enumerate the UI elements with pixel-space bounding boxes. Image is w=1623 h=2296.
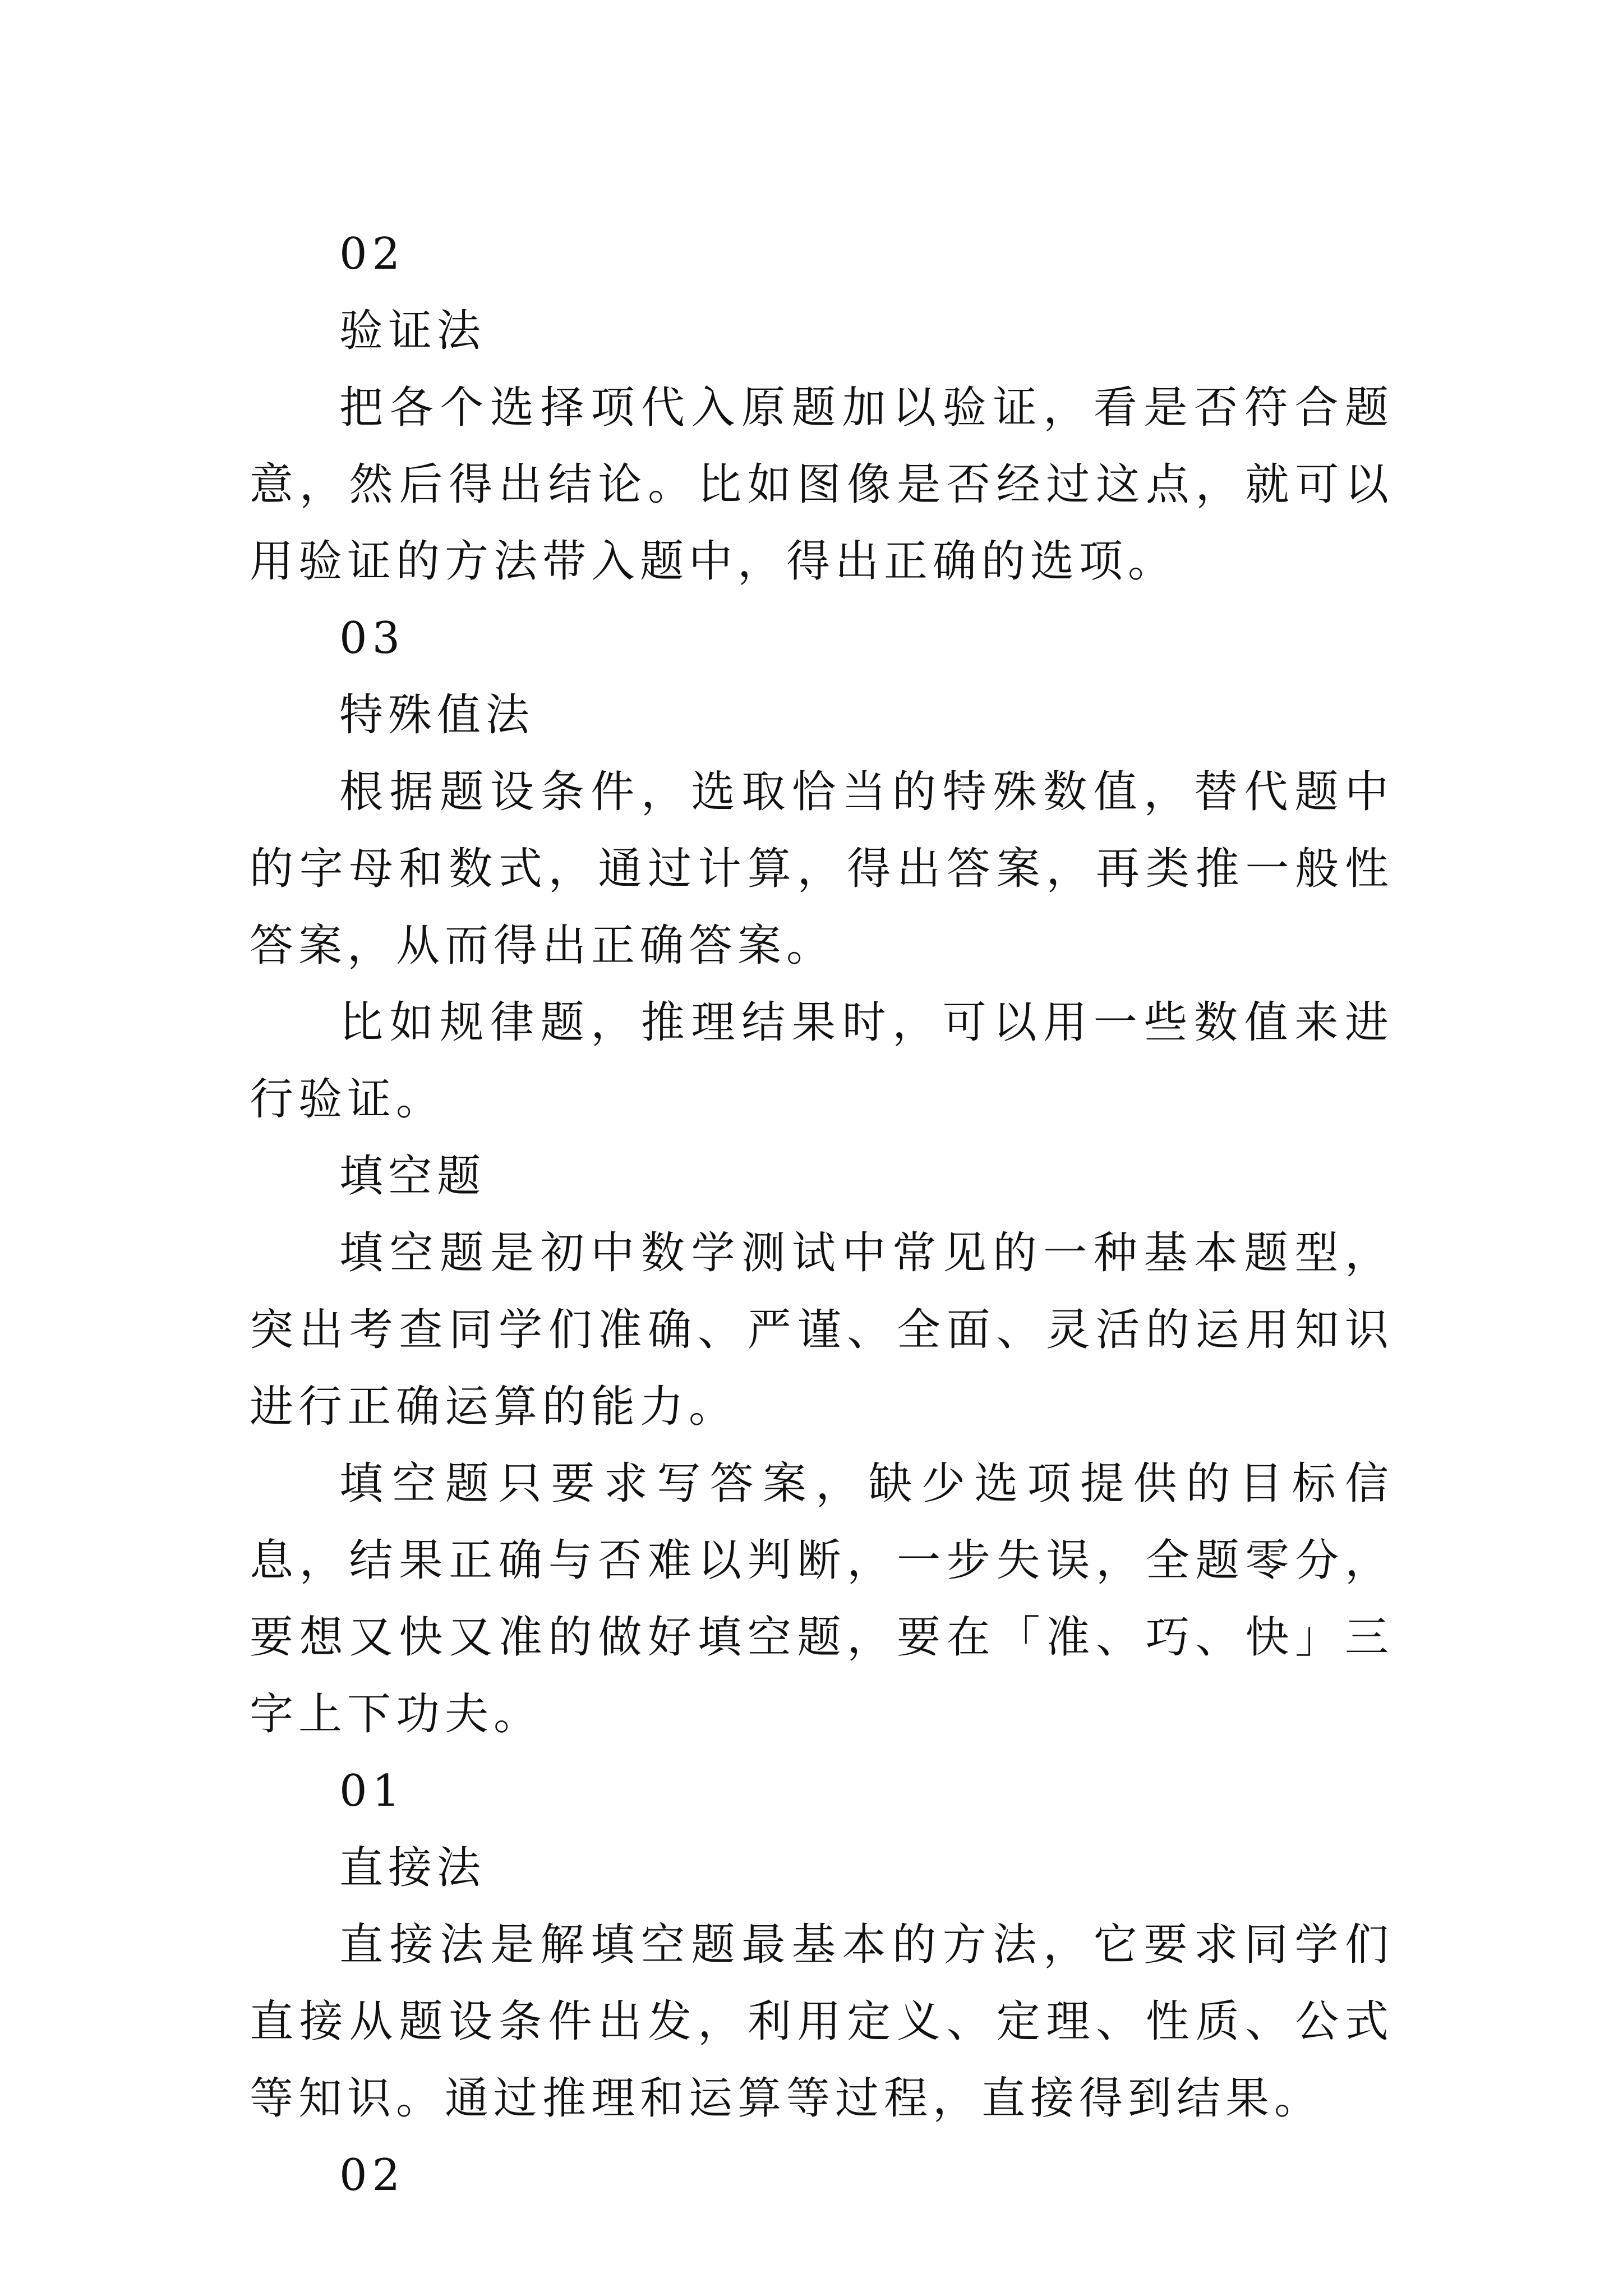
document-body	[250, 216, 1394, 2214]
paragraph: 填空题是初中数学测试中常见的一种基本题型，突出考查同学们准确、严谨、全面、灵活的运用知识进行正确运算的能力。	[250, 1228, 1394, 1432]
section-number: 02	[339, 2150, 405, 2201]
paragraph: 把各个选择项代入原题加以验证，看是否符合题意，然后得出结论。比如图像是否经过这点，就可以用验证的方法带入题中，得出正确的选项。	[250, 383, 1394, 587]
section-number: 03	[339, 613, 405, 664]
method-heading: 直接法	[339, 1843, 486, 1893]
section-number: 02	[339, 229, 405, 279]
paragraph: 填空题只要求写答案，缺少选项提供的目标信息，结果正确与否难以判断，一步失误，全题零分，要想又快又准的做好填空题，要在「准、巧、快」三字上下功夫。	[250, 1458, 1394, 1740]
section-number: 01	[339, 1766, 405, 1816]
method-heading: 验证法	[339, 306, 486, 356]
method-heading: 特殊值法	[339, 690, 535, 740]
topic-heading: 填空题	[339, 1151, 486, 1202]
paragraph: 直接法是解填空题最基本的方法，它要求同学们直接从题设条件出发，利用定义、定理、性质、公式等知识。通过推理和运算等过程，直接得到结果。	[250, 1920, 1394, 2124]
paragraph: 比如规律题，推理结果时，可以用一些数值来进行验证。	[250, 997, 1394, 1125]
paragraph: 根据题设条件，选取恰当的特殊数值，替代题中的字母和数式，通过计算，得出答案，再类推一般性答案，从而得出正确答案。	[250, 767, 1394, 971]
